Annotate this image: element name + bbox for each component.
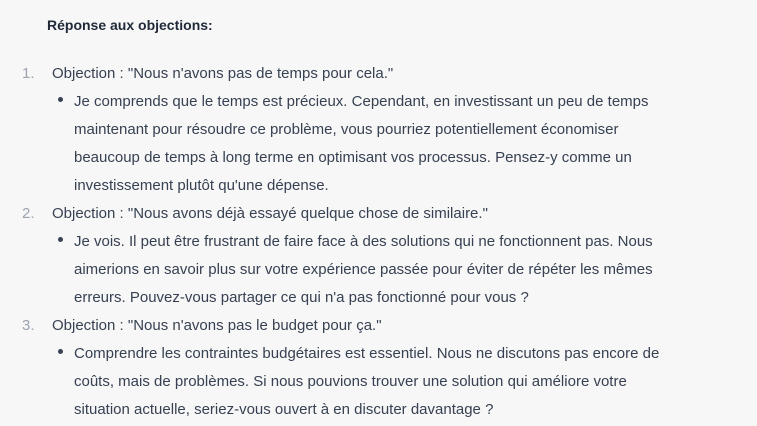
objection-number: 2. xyxy=(22,205,35,222)
objection-item-1 xyxy=(0,60,757,200)
objection-item-2 xyxy=(0,200,757,312)
response-line: Comprendre les contraintes budgétaires est essentiel. Nous ne discutons pas encore de xyxy=(74,345,660,362)
objection-number: 1. xyxy=(22,65,35,82)
objection-text: Objection : "Nous n'avons pas de temps pour cela." xyxy=(52,65,394,82)
response-line: beaucoup de temps à long terme en optimisant vos processus. Pensez-y comme un xyxy=(74,149,632,166)
response-line: erreurs. Pouvez-vous partager ce qui n'a pas fonctionné pour vous ? xyxy=(74,289,529,306)
objection-line xyxy=(0,200,757,228)
response-line: Je vois. Il peut être frustrant de faire face à des solutions qui ne fonctionnent pas. Nous xyxy=(74,233,653,250)
objection-text: Objection : "Nous avons déjà essayé quelque chose de similaire." xyxy=(52,205,488,222)
response-line: investissement plutôt qu'une dépense. xyxy=(74,177,329,194)
response-line: Je comprends que le temps est précieux. Cependant, en investissant un peu de temps xyxy=(74,93,649,110)
response-line: situation actuelle, seriez-vous ouvert à en discuter davantage ? xyxy=(74,401,494,418)
objections-list xyxy=(0,60,757,424)
response-bullet xyxy=(0,340,757,424)
objection-text: Objection : "Nous n'avons pas le budget pour ça." xyxy=(52,317,382,334)
response-bullet xyxy=(0,88,757,200)
objection-item-3 xyxy=(0,312,757,424)
response-line: aimerions en savoir plus sur votre expérience passée pour éviter de répéter les mêmes xyxy=(74,261,653,278)
objection-line xyxy=(0,312,757,340)
objection-line xyxy=(0,60,757,88)
objection-number: 3. xyxy=(22,317,35,334)
response-bullet xyxy=(0,228,757,312)
response-line: maintenant pour résoudre ce problème, vous pourriez potentiellement économiser xyxy=(74,121,619,138)
response-line: coûts, mais de problèmes. Si nous pouvions trouver une solution qui améliore votre xyxy=(74,373,627,390)
section-heading: Réponse aux objections: xyxy=(47,17,213,33)
